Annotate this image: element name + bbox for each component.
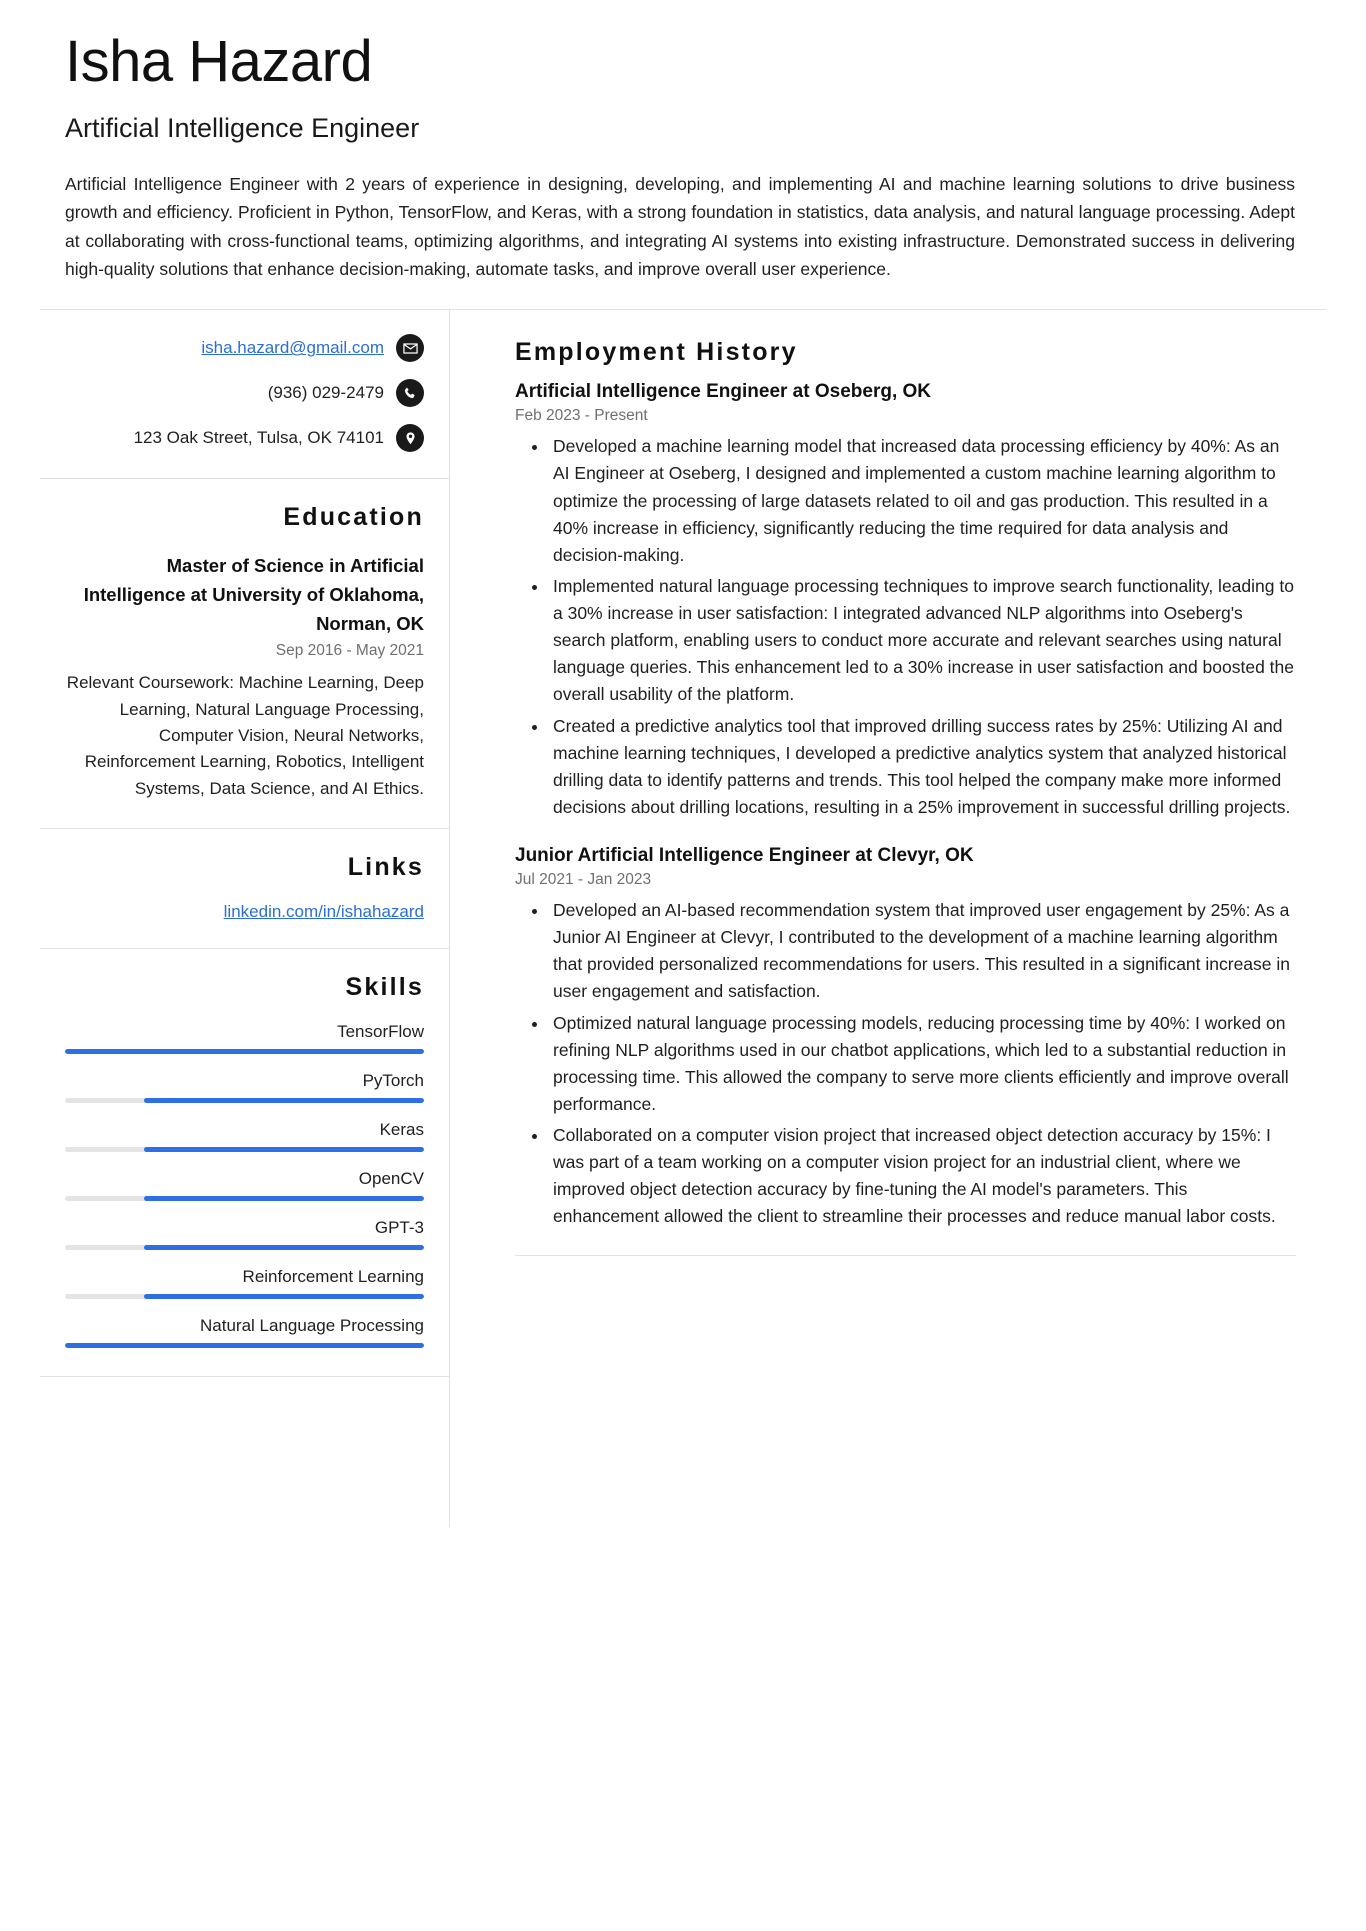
- contact-phone-row[interactable]: [65, 379, 424, 407]
- education-dates: Sep 2016 - May 2021: [275, 642, 424, 660]
- skill-bar-fill: [65, 1049, 424, 1054]
- resume-body: [40, 309, 1326, 1527]
- skill-bar: [65, 1098, 424, 1103]
- skill-bar-fill: [65, 1343, 424, 1348]
- list-item: • Optimized natural language processing models, reducing processing time by 40%: I worked on refining NLP algorithms used in our chatbot applications, which led to a substantial reduction in processing time. This allowed the company to serve more clients efficiently and improve overall performance.: [549, 1010, 1296, 1119]
- list-item: • Developed a machine learning model that increased data processing efficiency by 40%: As an AI Engineer at Oseberg, I designed and implemented a custom machine learning algorithm to optimize the processing of large datasets related to oil and gas production. This resulted in a 40% increase in efficiency, significantly reducing the time required for data analysis and decision-making.: [549, 433, 1296, 569]
- skill-bar-fill: [144, 1245, 424, 1250]
- education-heading: Education: [283, 503, 424, 532]
- skill-label: PyTorch: [362, 1071, 424, 1091]
- envelope-icon: [396, 334, 424, 362]
- address-text: 123 Oak Street, Tulsa, OK 74101: [133, 428, 384, 448]
- header-job-title: Artificial Intelligence Engineer: [65, 112, 420, 143]
- employment-role: Artificial Intelligence Engineer at Oseberg, OK: [515, 381, 931, 403]
- skill-bar: [65, 1294, 424, 1299]
- employment-bullets: [515, 897, 1296, 1231]
- employment-role: Junior Artificial Intelligence Engineer at Clevyr, OK: [515, 845, 974, 867]
- skill-bar: [65, 1049, 424, 1054]
- education-degree: Master of Science in Artificial Intelligence at University of Oklahoma, Norman, OK: [83, 555, 424, 634]
- email-link[interactable]: isha.hazard@gmail.com: [201, 338, 384, 358]
- skills-heading: Skills: [345, 973, 424, 1002]
- list-item: • Developed an AI-based recommendation system that improved user engagement by 25%: As a Junior AI Engineer at Clevyr, I contributed to the development of a machine learning algorithm that provided personalized recommendations for users. This resulted in a significant increase in user engagement and satisfaction.: [549, 897, 1296, 1006]
- page-title: Isha Hazard: [65, 29, 373, 94]
- employment-entry: [515, 381, 1296, 821]
- list-item: [65, 1071, 424, 1103]
- list-item: • Implemented natural language processing techniques to improve search functionality, leading to a 30% increase in user satisfaction: I integrated advanced NLP algorithms into Oseberg's search platform, enabling users to conduct more accurate and relevant searches using natural language queries. This enhancement led to a 30% increase in user satisfaction and boosted the overall usability of the platform.: [549, 573, 1296, 709]
- list-item: [65, 1267, 424, 1299]
- skill-bar-fill: [144, 1098, 424, 1103]
- resume-header: [40, 0, 1326, 309]
- skill-label: GPT-3: [374, 1218, 424, 1238]
- employment-heading: Employment History: [515, 338, 798, 367]
- contact-email-row[interactable]: [65, 334, 424, 362]
- phone-text: (936) 029-2479: [267, 383, 384, 403]
- skill-label: TensorFlow: [337, 1022, 424, 1042]
- list-item: [65, 1169, 424, 1201]
- employment-bullets: [515, 433, 1296, 821]
- skill-label: Reinforcement Learning: [242, 1267, 424, 1287]
- education-description: Relevant Coursework: Machine Learning, Deep Learning, Natural Language Processing, Computer Vision, Neural Networks, Reinforcement Learning, Robotics, Intelligent Systems, Data Science, and AI Ethics.: [66, 673, 424, 798]
- list-item: [65, 1120, 424, 1152]
- sidebar: [40, 310, 450, 1527]
- list-item: [65, 1218, 424, 1250]
- skill-label: OpenCV: [358, 1169, 424, 1189]
- links-block: [40, 829, 449, 949]
- skill-bar: [65, 1245, 424, 1250]
- list-item: [65, 1316, 424, 1348]
- list-item[interactable]: [65, 902, 424, 922]
- employment-dates: Jul 2021 - Jan 2023: [515, 871, 652, 889]
- skill-bar-fill: [144, 1147, 424, 1152]
- skills-block: [40, 949, 449, 1377]
- section-divider: [515, 1255, 1296, 1256]
- profile-summary: Artificial Intelligence Engineer with 2 years of experience in designing, developing, and implementing AI and machine learning solutions to drive business growth and efficiency. Proficient in Python, TensorFlow, and Keras, with a strong foundation in statistics, data analysis, and natural language processing. Adept at collaborating with cross-functional teams, optimizing algorithms, and integrating AI systems into existing infrastructure. Demonstrated success in delivering high-quality solutions that enhance decision-making, automate tasks, and improve overall user experience.: [65, 173, 1295, 279]
- sidebar-spacer: [40, 1377, 449, 1527]
- skill-bar: [65, 1147, 424, 1152]
- contact-block: [40, 310, 449, 479]
- list-item: • Created a predictive analytics tool that improved drilling success rates by 25%: Utilizing AI and machine learning techniques, I developed a predictive analytics system that analyzed historical drilling data to identify patterns and trends. This tool helped the company make more informed decisions about drilling locations, resulting in a 25% improvement in successful drilling projects.: [549, 713, 1296, 822]
- linkedin-link[interactable]: linkedin.com/in/ishahazard: [223, 902, 424, 922]
- skill-bar: [65, 1343, 424, 1348]
- education-block: [40, 479, 449, 829]
- list-item: • Collaborated on a computer vision project that increased object detection accuracy by 15%: I was part of a team working on a computer vision project for an industrial client, where we improved object detection accuracy by fine-tuning the AI model's parameters. This enhancement allowed the client to streamline their processes and reduce manual labor costs.: [549, 1122, 1296, 1231]
- location-pin-icon: [396, 424, 424, 452]
- phone-icon: [396, 379, 424, 407]
- list-item: [65, 1022, 424, 1054]
- skill-label: Keras: [379, 1120, 424, 1140]
- links-heading: Links: [347, 853, 424, 882]
- employment-dates: Feb 2023 - Present: [515, 407, 648, 425]
- contact-address-row: [65, 424, 424, 452]
- skill-bar-fill: [144, 1294, 424, 1299]
- skill-bar-fill: [144, 1196, 424, 1201]
- skill-label: Natural Language Processing: [200, 1316, 424, 1336]
- employment-entry: [515, 845, 1296, 1231]
- skill-bar: [65, 1196, 424, 1201]
- main-column: [450, 310, 1326, 1527]
